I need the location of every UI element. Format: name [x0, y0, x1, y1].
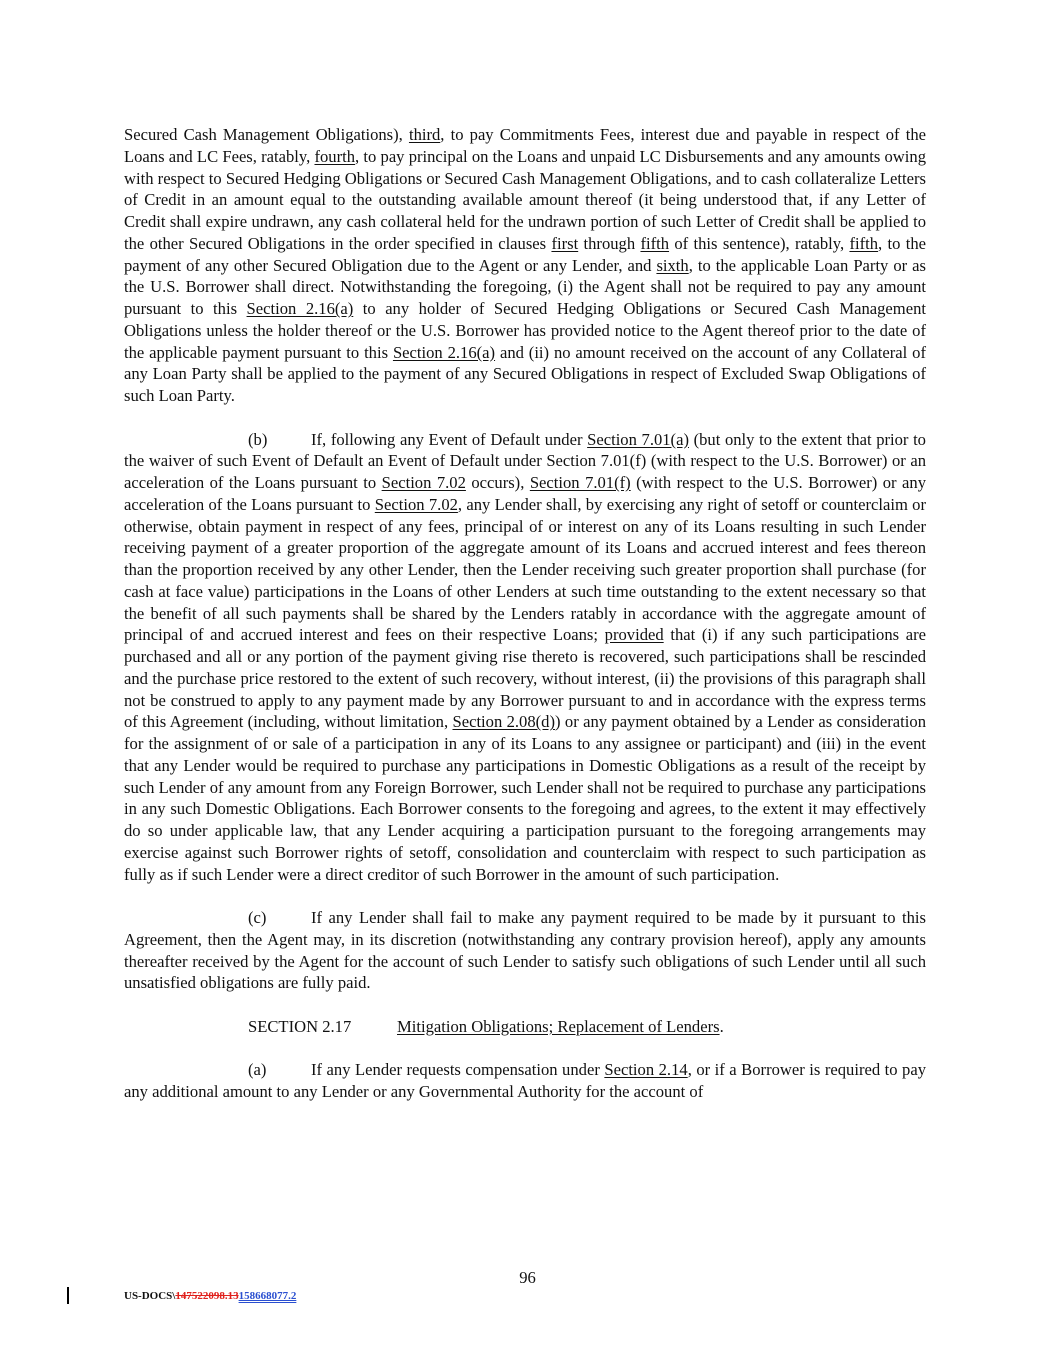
section-reference: Section 7.01(f): [529, 473, 631, 492]
section-title: Mitigation Obligations; Replacement of Lenders: [397, 1016, 720, 1036]
text: (with respect to the U.S. Borrower) or any acceleration of the Loans pursuant to: [124, 473, 926, 514]
change-bar: [67, 1287, 69, 1304]
paragraph-2-17-a: [124, 1059, 926, 1103]
section-reference: Section 7.02: [374, 494, 458, 514]
clause-label: (c): [248, 908, 267, 927]
text: to any holder of Secured Hedging Obligations or Secured Cash Management Obligations unless the holder thereof or the U.S. Borrower has provided notice to the Agent thereof prior to the date of the applicable payment pursuant to this: [124, 299, 926, 362]
doc-id-deleted: 147522098.13: [175, 1290, 239, 1302]
text: If any Lender requests compensation under: [311, 1060, 605, 1080]
clause-label: (b): [248, 429, 268, 449]
underlined-term: fifth: [640, 233, 670, 253]
clause-label: (a): [248, 1060, 267, 1080]
section-reference: Section 2.16(a): [246, 299, 354, 318]
text: (but only to the extent that prior to the waiver of such Event of Default an Event of Default under Section 7.01(f) (with respect to the U.S. Borrower) or an acceleration of the Loans pursuant to: [124, 429, 926, 492]
text: , to pay principal on the Loans and unpaid LC Disbursements and any amounts owing with respect to Secured Hedging Obligations or Secured Cash Management Obligations, and to cash collateralize Letters of Credit in an amount equal to the outstanding available amount thereof (it being understood that, if any Letter of Credit shall expire undrawn, any cash collateral held for the undrawn portion of such Letter of Credit shall be applied to the other Secured Obligations in the order specified in clauses: [124, 146, 926, 253]
text: If, following any Event of Default under: [311, 429, 588, 449]
text: , to the applicable Loan Party or as the U.S. Borrower shall direct. Notwithstanding the foregoing, (i) the Agent shall not be required to pay any amount pursuant to this: [124, 255, 926, 318]
underlined-term: provided: [604, 625, 664, 645]
text: Secured Cash Management Obligations),: [124, 125, 409, 144]
document-id-footer: [124, 1290, 296, 1302]
section-reference: Section 2.14: [604, 1060, 688, 1080]
doc-id-prefix: US-DOCS\: [124, 1290, 176, 1302]
paragraph-c: [124, 907, 926, 994]
text: , to pay Commitments Fees, interest due and payable in respect of the Loans and LC Fees, ratably,: [124, 125, 926, 166]
section-reference: Section 2.08(d): [452, 712, 556, 732]
section-reference: Section 7.02: [381, 473, 466, 492]
paragraph-a-continued: [124, 124, 926, 407]
section-number: SECTION 2.17: [248, 1016, 352, 1036]
underlined-term: first: [551, 233, 579, 253]
text: and (ii) no amount received on the account of any Collateral of any Loan Party shall be applied to the payment of any Secured Obligations in respect of Excluded Swap Obligations of such Loan Party.: [124, 342, 926, 405]
paragraph-b: [124, 429, 926, 886]
underlined-term: sixth: [656, 255, 689, 275]
text: .: [719, 1016, 724, 1036]
doc-id-inserted: 158668077.2: [238, 1290, 297, 1302]
text: occurs),: [465, 473, 530, 492]
text: , any Lender shall, by exercising any right of setoff or counterclaim or otherwise, obtain payment in respect of any fees, principal of or interest on any of its Loans resulting in such Lender receiving payment of a greater proportion of the aggregate amount of its Loans and accrued interest and fees thereon than the proportion received by any other Lender, then the Lender receiving such greater proportion shall purchase (for cash at face value) participations in the Loans of other Lenders at such time outstanding to the extent necessary so that the benefit of all such payments shall be shared by the Lenders ratably in accordance with the aggregate amount of principal of and accrued interest and fees on their respective Loans;: [124, 494, 927, 645]
text: ) or any payment obtained by a Lender as consideration for the assignment of or sale of a participation in any of its Loans to any assignee or participant) and (iii) in the event that any Lender would be required to purchase any participations in Domestic Obligations as a result of the receipt by such Lender of any amount from any Foreign Borrower, such Lender shall not be required to purchase any participations in any such Domestic Obligations. Each Borrower consents to the foregoing and agrees, to the extent it may effectively do so under applicable law, that any Lender acquiring a participation pursuant to the foregoing arrangements may exercise against such Borrower rights of setoff, consolidation and counterclaim with respect to such participation as fully as if such Lender were a direct creditor of such Borrower in the amount of such participation.: [124, 712, 926, 884]
underlined-term: fourth: [314, 146, 356, 166]
section-reference: Section 7.01(a): [587, 429, 689, 449]
text: , to the payment of any other Secured Obligation due to the Agent or any Lender, and: [124, 233, 927, 275]
document-body: [124, 124, 926, 1125]
page-number: 96: [519, 1268, 536, 1287]
underlined-term: third: [408, 125, 441, 144]
text: of this sentence), ratably,: [669, 233, 850, 253]
text: If any Lender shall fail to make any payment required to be made by it pursuant to this Agreement, then the Agent may, in its discretion (notwithstanding any contrary provision hereof), apply any amounts thereafter received by the Agent for the account of such Lender to satisfy such obligations of such Lender until all such unsatisfied obligations are fully paid.: [124, 908, 926, 993]
underlined-term: fifth: [849, 233, 879, 253]
text: , or if a Borrower is required to pay any additional amount to any Lender or any Governmental Authority for the account of: [124, 1060, 927, 1101]
section-heading: [124, 1016, 926, 1038]
text: through: [578, 233, 641, 253]
text: that (i) if any such participations are purchased and all or any portion of the payment giving rise thereto is recovered, such participations shall be rescinded and the purchase price restored to the extent of such recovery, without interest, (ii) the provisions of this paragraph shall not be construed to apply to any payment made by any Borrower pursuant to and in accordance with the express terms of this Agreement (including, without limitation,: [124, 625, 926, 732]
section-reference: Section 2.16(a): [392, 342, 496, 362]
